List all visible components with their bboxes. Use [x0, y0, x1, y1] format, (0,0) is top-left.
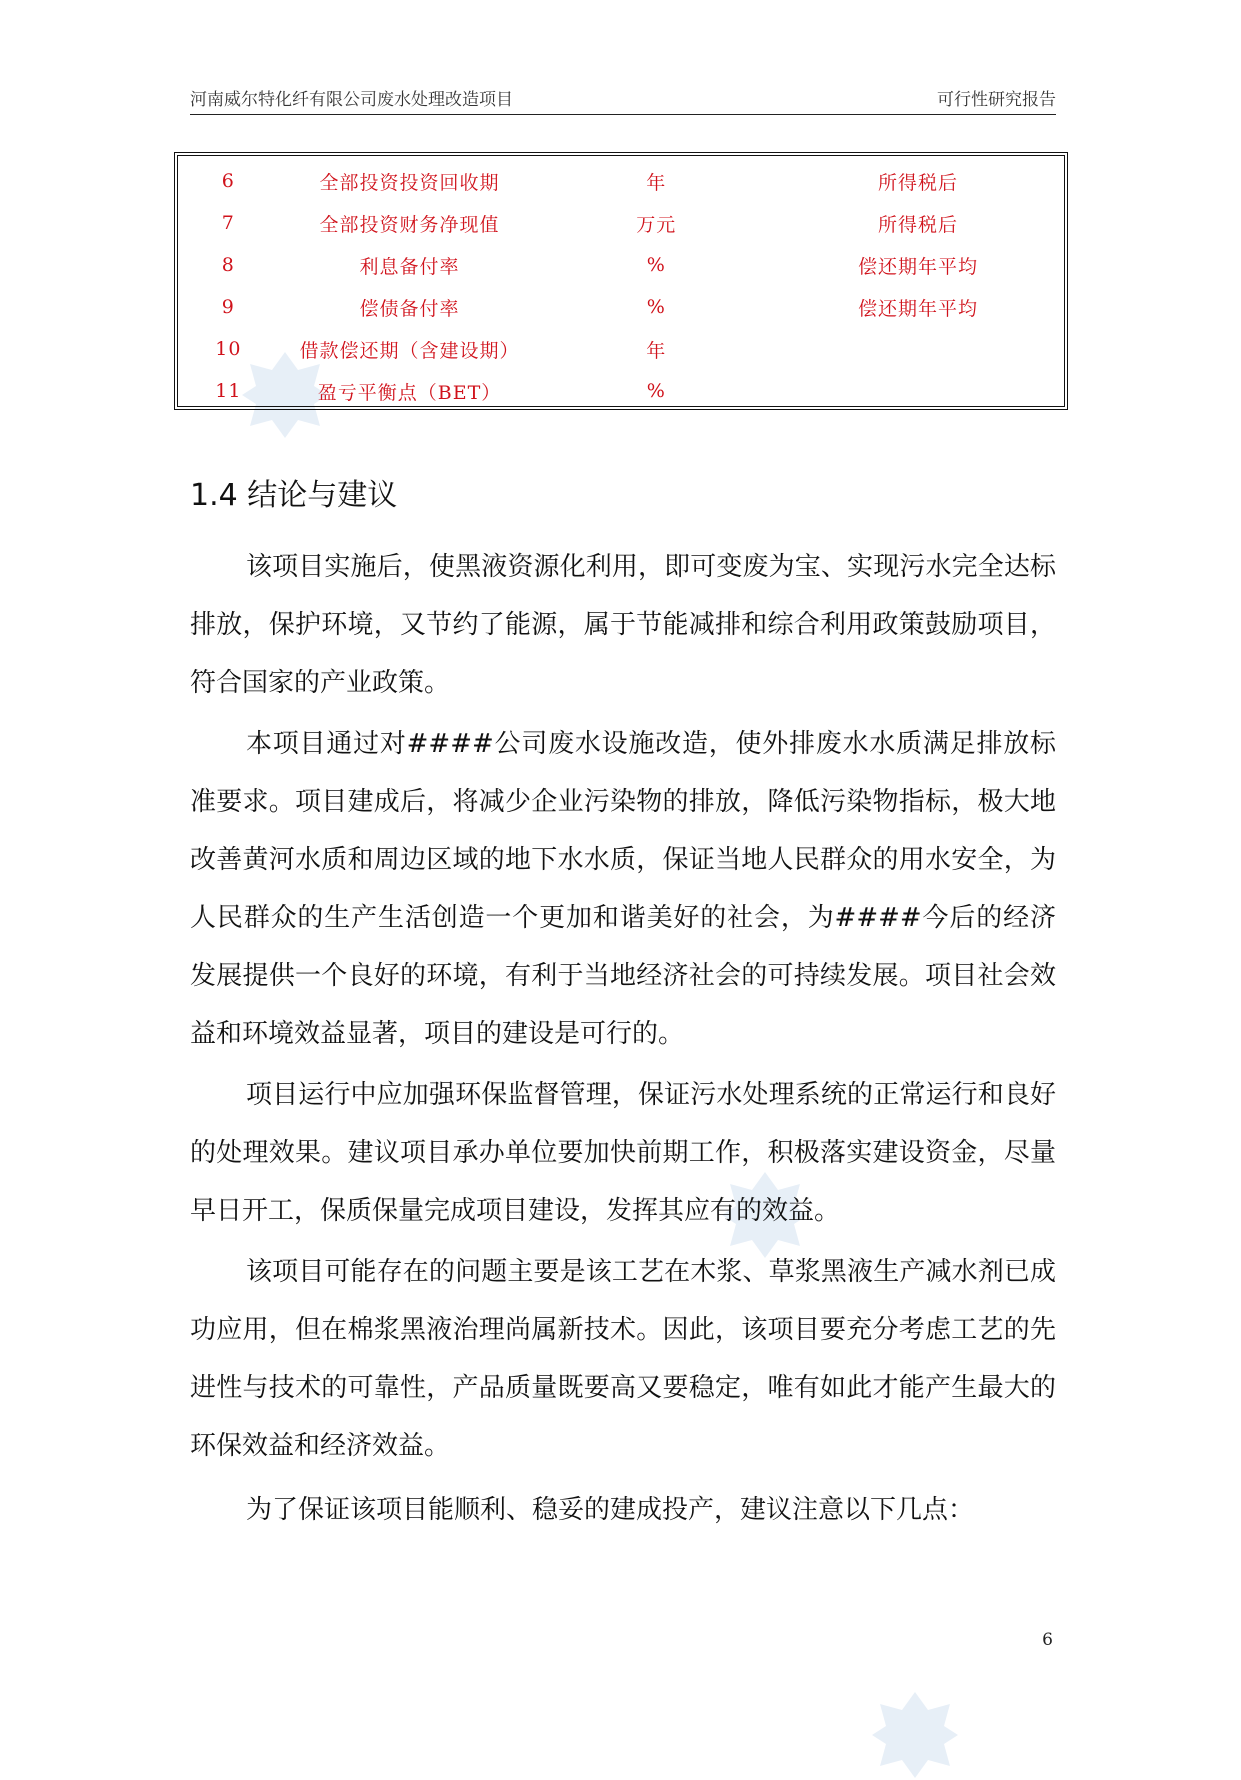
- paragraph: 项目运行中应加强环保监督管理，保证污水处理系统的正常运行和良好的处理效果。建议项目承办单位要加快前期工作，积极落实建设资金，尽量早日开工，保质保量完成项目建设，发挥其应有的效益。: [190, 1080, 1056, 1226]
- row-unit: 年: [646, 339, 667, 362]
- indicator-table: [174, 152, 1068, 410]
- table-row: [178, 328, 1064, 370]
- page-number: 6: [1042, 1630, 1053, 1650]
- header-report-type: 可行性研究报告: [937, 90, 1056, 110]
- row-item: 全部投资投资回收期: [319, 171, 500, 194]
- row-number: 8: [221, 254, 235, 276]
- row-note: 所得税后: [877, 171, 958, 194]
- paragraph: 该项目实施后，使黑液资源化利用，即可变废为宝、实现污水完全达标排放，保护环境，又节约了能源，属于节能减排和综合利用政策鼓励项目，符合国家的产业政策。: [190, 552, 1056, 698]
- header-document-title: 河南威尔特化纤有限公司废水处理改造项目: [190, 90, 513, 110]
- paragraph: 为了保证该项目能顺利、稳妥的建成投产，建议注意以下几点：: [246, 1495, 975, 1525]
- row-note: [772, 370, 1064, 412]
- body-text: [190, 538, 1056, 1539]
- row-number: 7: [221, 212, 235, 234]
- row-unit: %: [646, 254, 666, 276]
- paragraph: 该项目可能存在的问题主要是该工艺在木浆、草浆黑液生产减水剂已成功应用，但在棉浆黑液治理尚属新技术。因此，该项目要充分考虑工艺的先进性与技术的可靠性，产品质量既要高又要稳定，唯有如此才能产生最大的环保效益和经济效益。: [190, 1257, 1056, 1461]
- paragraph: 本项目通过对####公司废水设施改造，使外排废水水质满足排放标准要求。项目建成后，将减少企业污染物的排放，降低污染物指标，极大地改善黄河水质和周边区域的地下水水质，保证当地人民群众的用水安全，为人民群众的生产生活创造一个更加和谐美好的社会，为####今后的经济发展提供一个良好的环境，有利于当地经济社会的可持续发展。项目社会效益和环境效益显著，项目的建设是可行的。: [190, 729, 1056, 1049]
- row-note: 偿还期年平均: [857, 255, 978, 278]
- row-item: 全部投资财务净现值: [319, 213, 500, 236]
- row-unit: 年: [646, 171, 667, 194]
- row-number: 6: [221, 170, 235, 192]
- row-item: 偿债备付率: [359, 297, 460, 320]
- section-heading: 1.4 结论与建议: [190, 478, 398, 513]
- page-header: [190, 84, 1056, 115]
- row-unit: %: [646, 296, 666, 318]
- row-unit: 万元: [636, 213, 677, 236]
- row-unit: %: [646, 380, 666, 402]
- table-row: [178, 160, 1064, 202]
- row-number: 10: [215, 338, 242, 360]
- row-note: 所得税后: [877, 213, 958, 236]
- row-note: 偿还期年平均: [857, 297, 978, 320]
- watermark-ornament-icon: [870, 1690, 960, 1780]
- table-row: [178, 286, 1064, 328]
- row-item: 利息备付率: [359, 255, 460, 278]
- row-item: 盈亏平衡点（BET）: [317, 381, 502, 404]
- row-note: [772, 328, 1064, 370]
- row-number: 11: [215, 380, 242, 402]
- table-row: [178, 244, 1064, 286]
- table-row: [178, 202, 1064, 244]
- row-number: 9: [221, 296, 235, 318]
- table-row: [178, 370, 1064, 412]
- row-item: 借款偿还期（含建设期）: [299, 339, 520, 362]
